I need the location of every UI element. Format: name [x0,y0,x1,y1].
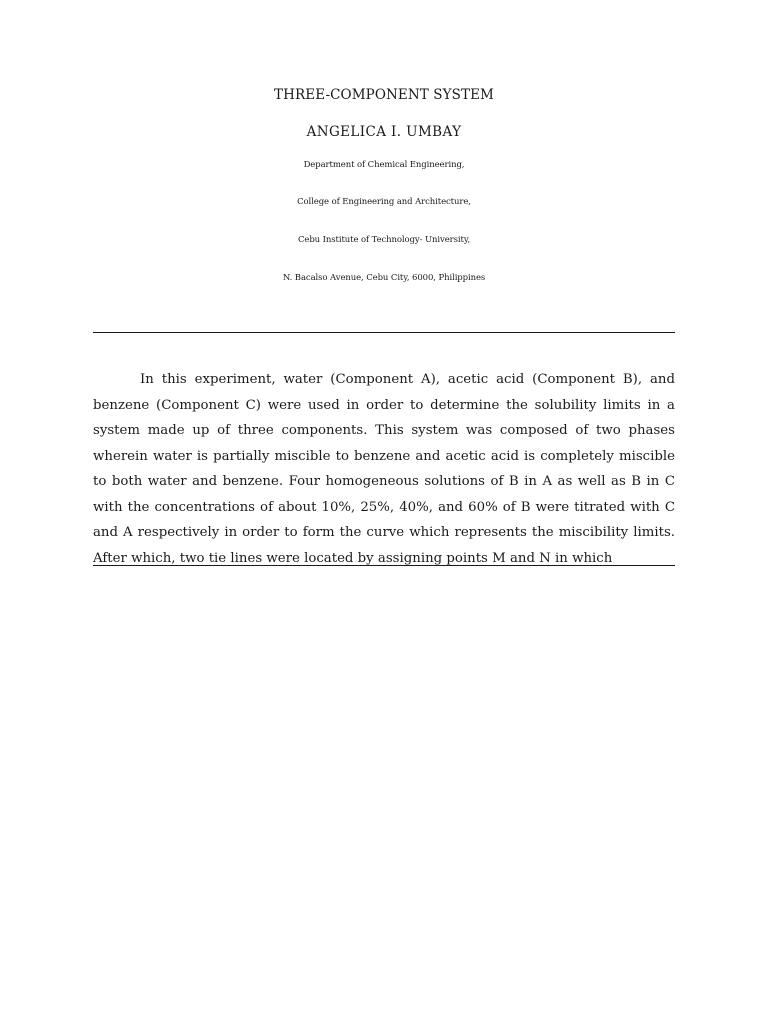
abstract-paragraph: In this experiment, water (Component A), acetic acid (Component B), and benzene (Component C) were used in order to determine the solubility limits in a system made up of three components. This system was composed of two phases wherein water is partially miscible to benzene and acetic acid is completely miscible to both water and benzene. Four homogeneous solutions of B in A as well as B in C with the concentrations of about 10%, 25%, 40%, and 60% of B were titrated with C and A respectively in order to form the curve which represents the miscibility limits. After which, two tie lines were located by assigning points M and N in which [93,372,675,566]
top-divider [93,332,675,333]
affiliation-address: N. Bacalso Avenue, Cebu City, 6000, Philippines [282,273,486,283]
document-title: THREE-COMPONENT SYSTEM [274,87,494,103]
bottom-divider [93,565,675,566]
author-name: ANGELICA I. UMBAY [306,124,462,140]
affiliation-department: Department of Chemical Engineering, [303,160,465,170]
affiliation-institute: Cebu Institute of Technology- University, [297,235,471,245]
affiliation-college: College of Engineering and Architecture, [297,197,471,207]
